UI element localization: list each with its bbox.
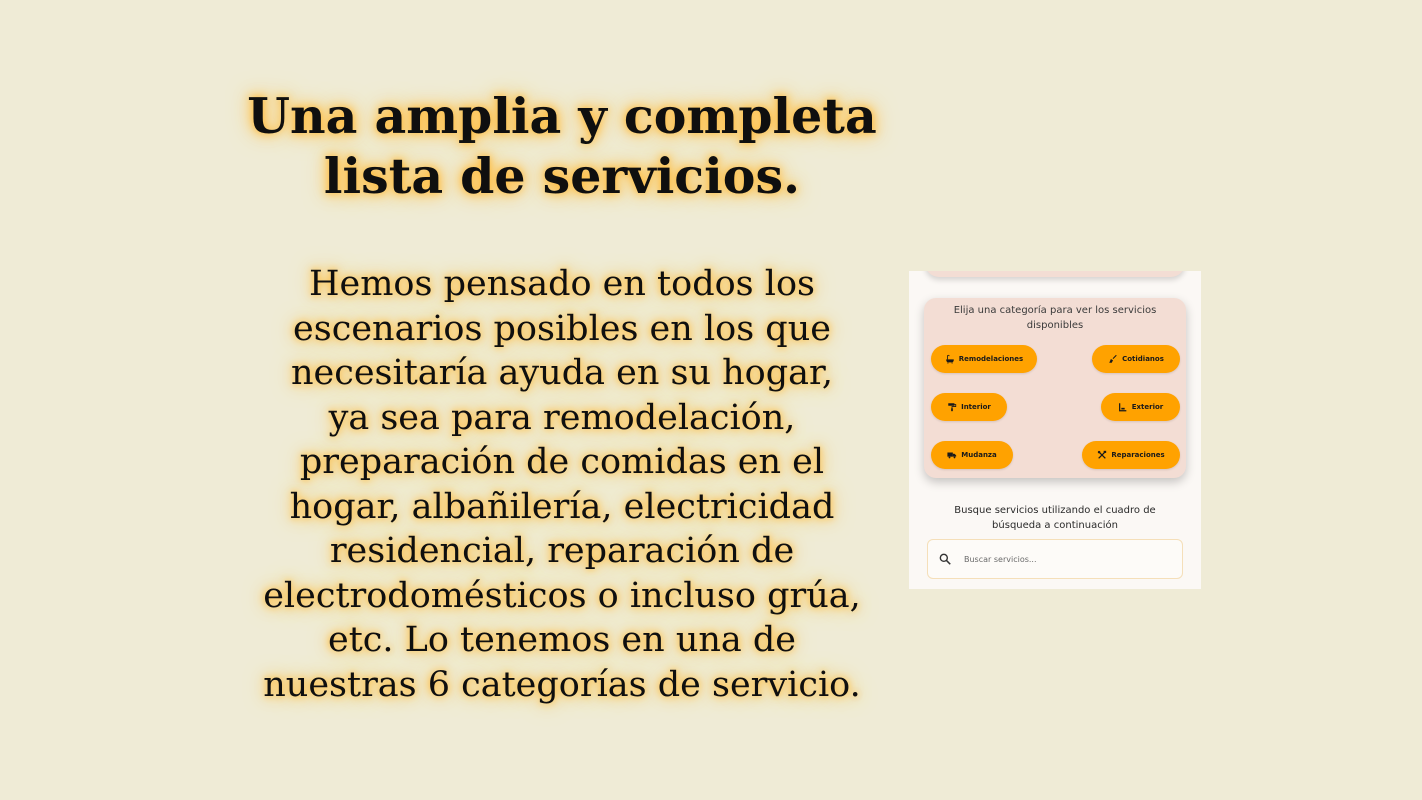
description-line: electrodomésticos o incluso grúa,	[263, 575, 861, 616]
category-chip-cotidianos[interactable]	[1092, 345, 1180, 373]
search-prompt-line-2: búsqueda a continuación	[992, 520, 1118, 531]
headline-line-1: Una amplia y completa	[247, 87, 877, 145]
search-icon	[938, 552, 952, 566]
paint-roller-icon	[947, 402, 957, 412]
category-chip-remodelaciones[interactable]	[931, 345, 1037, 373]
app-screenshot	[909, 271, 1201, 589]
description-line: etc. Lo tenemos en una de	[327, 620, 797, 660]
description-line: escenarios posibles en los que	[293, 308, 831, 349]
description-line: Hemos pensado en todos los	[309, 264, 815, 304]
description-line: hogar, albañilería, electricidad	[289, 486, 835, 527]
category-chip-exterior[interactable]	[1101, 393, 1180, 421]
search-prompt	[929, 503, 1181, 533]
category-card	[924, 298, 1186, 478]
category-chip-mudanza[interactable]	[931, 441, 1013, 469]
category-chip-label: Remodelaciones	[958, 355, 1024, 363]
headline	[200, 86, 924, 206]
category-prompt-line-1: Elija una categoría para ver los servicios	[953, 305, 1157, 316]
category-chip-label: Cotidianos	[1122, 355, 1164, 363]
headline-line-2: lista de servicios.	[323, 147, 801, 205]
description-line: necesitaría ayuda en su hogar,	[290, 353, 834, 393]
previous-card-edge	[925, 271, 1185, 277]
roofing-icon	[1118, 402, 1128, 412]
bathtub-icon	[945, 354, 955, 364]
category-chip-label: Reparaciones	[1111, 451, 1165, 459]
category-prompt-line-2: disponibles	[1026, 320, 1084, 331]
category-chip-label: Mudanza	[961, 451, 997, 459]
description-line: residencial, reparación de	[329, 531, 795, 571]
category-prompt	[932, 303, 1178, 333]
category-chip-label: Interior	[961, 403, 991, 411]
search-input[interactable]	[964, 555, 1164, 564]
category-chip-reparaciones[interactable]	[1082, 441, 1180, 469]
description-line: nuestras 6 categorías de servicio.	[263, 664, 861, 705]
description-line: ya sea para remodelación,	[328, 397, 796, 438]
tools-icon	[1097, 450, 1107, 460]
search-prompt-line-1: Busque servicios utilizando el cuadro de	[954, 505, 1156, 516]
truck-icon	[947, 450, 957, 460]
search-box[interactable]	[927, 539, 1183, 579]
category-chip-label: Exterior	[1131, 403, 1164, 411]
cleaning-icon	[1108, 354, 1118, 364]
description-line: preparación de comidas en el	[299, 442, 825, 482]
category-chip-interior[interactable]	[931, 393, 1007, 421]
description-paragraph	[200, 262, 924, 707]
